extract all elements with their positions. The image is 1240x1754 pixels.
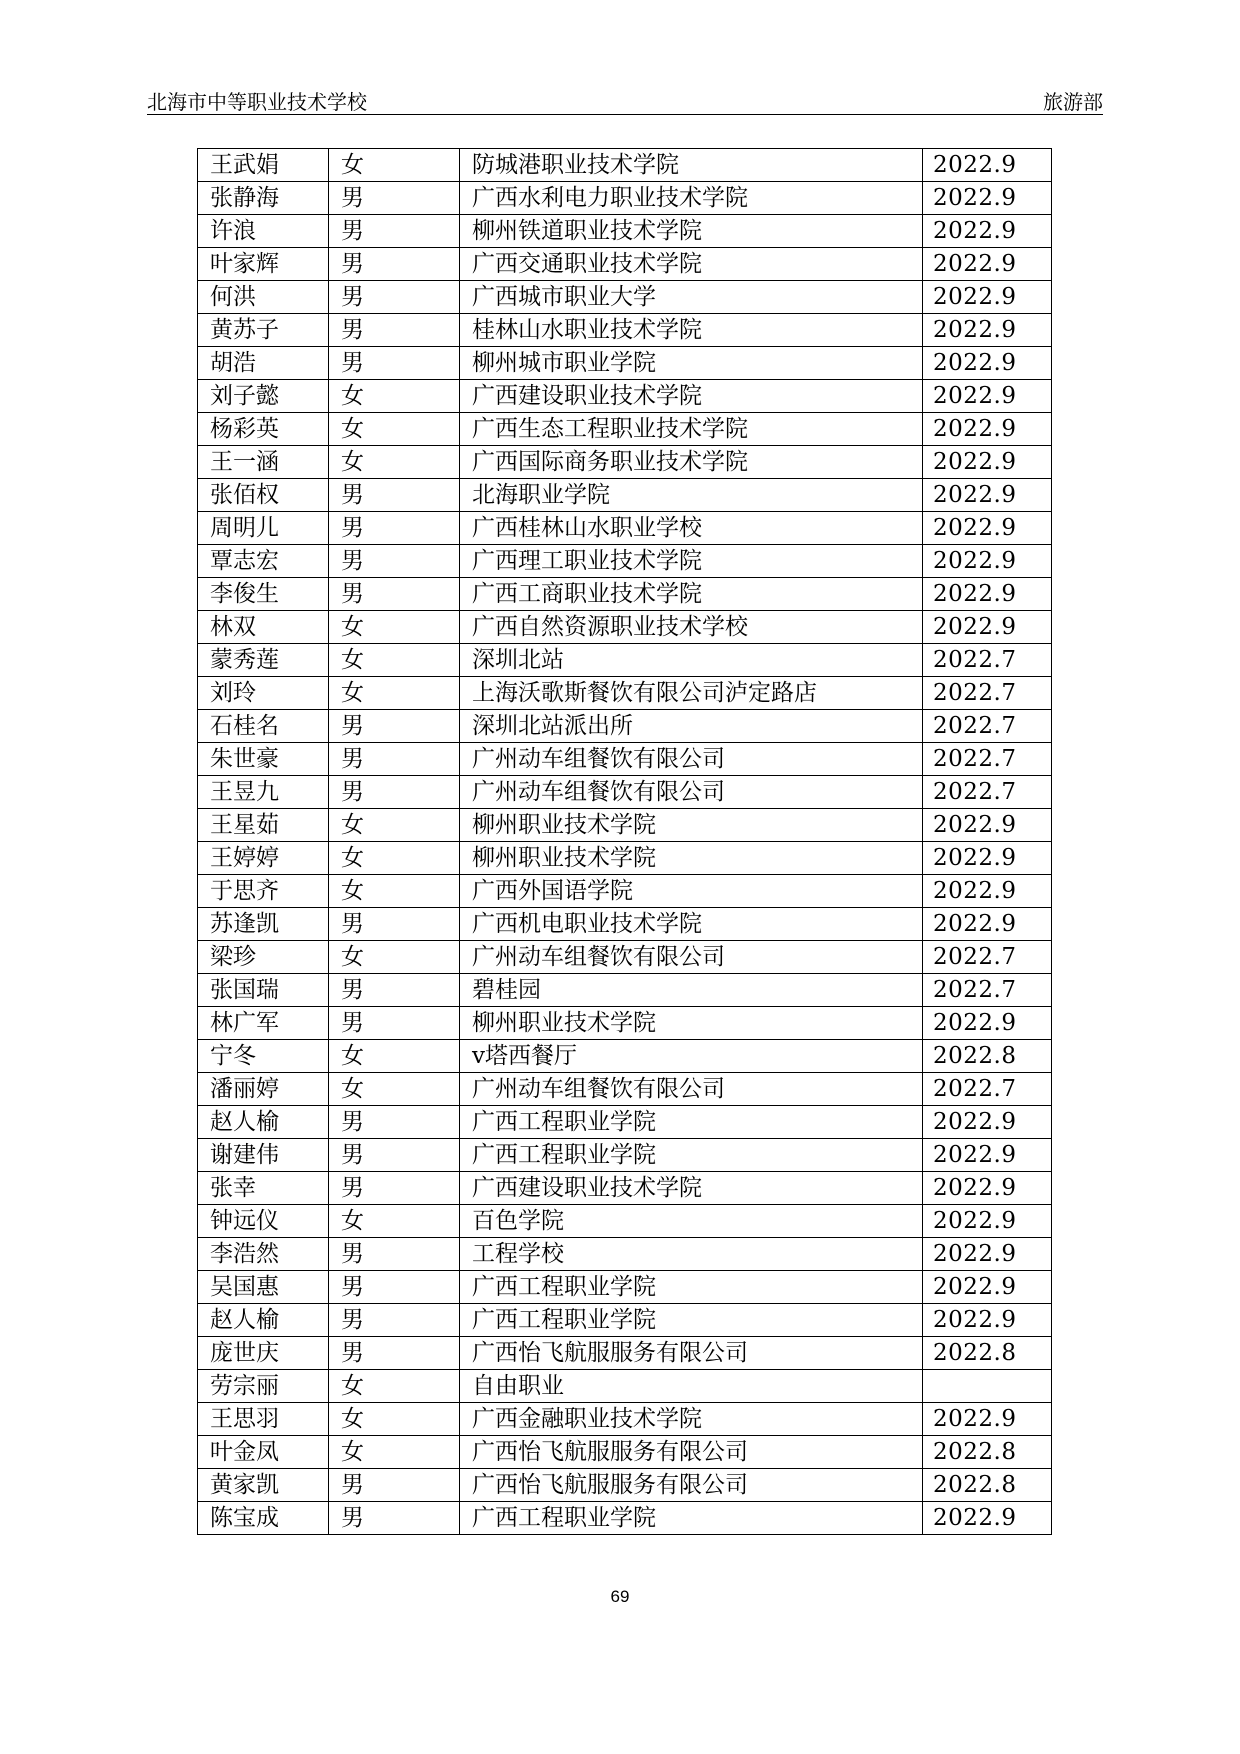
- gender-cell: 男: [329, 578, 460, 611]
- gender-cell: 男: [329, 314, 460, 347]
- enrollment-date-cell: 2022.9: [923, 182, 1052, 215]
- destination-cell: 广西金融职业技术学院: [460, 1403, 923, 1436]
- table-row: [198, 479, 1052, 512]
- student-name-cell: 吴国惠: [198, 1271, 329, 1304]
- destination-cell: 广西工程职业学院: [460, 1106, 923, 1139]
- destination-cell: 柳州职业技术学院: [460, 1007, 923, 1040]
- gender-cell: 女: [329, 446, 460, 479]
- table-row: [198, 974, 1052, 1007]
- enrollment-date-cell: 2022.9: [923, 875, 1052, 908]
- enrollment-date-cell: 2022.9: [923, 479, 1052, 512]
- table-row: [198, 446, 1052, 479]
- enrollment-date-cell: 2022.9: [923, 1403, 1052, 1436]
- destination-cell: 广西怡飞航服服务有限公司: [460, 1337, 923, 1370]
- student-name-cell: 赵人榆: [198, 1304, 329, 1337]
- enrollment-date-cell: 2022.9: [923, 1304, 1052, 1337]
- table-row: [198, 512, 1052, 545]
- gender-cell: 男: [329, 974, 460, 1007]
- destination-cell: 广西自然资源职业技术学校: [460, 611, 923, 644]
- student-name-cell: 王思羽: [198, 1403, 329, 1436]
- gender-cell: 男: [329, 1502, 460, 1535]
- table-row: [198, 215, 1052, 248]
- student-name-cell: 王昱九: [198, 776, 329, 809]
- enrollment-date-cell: 2022.8: [923, 1040, 1052, 1073]
- student-name-cell: 张静海: [198, 182, 329, 215]
- gender-cell: 女: [329, 149, 460, 182]
- student-name-cell: 赵人榆: [198, 1106, 329, 1139]
- gender-cell: 女: [329, 1040, 460, 1073]
- table-row: [198, 149, 1052, 182]
- student-name-cell: 钟远仪: [198, 1205, 329, 1238]
- destination-cell: 碧桂园: [460, 974, 923, 1007]
- gender-cell: 女: [329, 1073, 460, 1106]
- student-name-cell: 李浩然: [198, 1238, 329, 1271]
- table-row: [198, 1304, 1052, 1337]
- student-name-cell: 何洪: [198, 281, 329, 314]
- student-name-cell: 石桂名: [198, 710, 329, 743]
- student-name-cell: 林双: [198, 611, 329, 644]
- table-row: [198, 380, 1052, 413]
- enrollment-date-cell: 2022.9: [923, 809, 1052, 842]
- gender-cell: 女: [329, 809, 460, 842]
- destination-cell: 广西怡飞航服服务有限公司: [460, 1436, 923, 1469]
- enrollment-date-cell: [923, 1370, 1052, 1403]
- student-name-cell: 王一涵: [198, 446, 329, 479]
- student-name-cell: 苏逢凯: [198, 908, 329, 941]
- destination-cell: 广西建设职业技术学院: [460, 380, 923, 413]
- student-name-cell: 黄苏子: [198, 314, 329, 347]
- gender-cell: 男: [329, 512, 460, 545]
- student-name-cell: 庞世庆: [198, 1337, 329, 1370]
- student-name-cell: 宁冬: [198, 1040, 329, 1073]
- enrollment-date-cell: 2022.7: [923, 677, 1052, 710]
- enrollment-date-cell: 2022.9: [923, 281, 1052, 314]
- table-row: [198, 578, 1052, 611]
- table-row: [198, 248, 1052, 281]
- enrollment-date-cell: 2022.7: [923, 941, 1052, 974]
- destination-cell: 广西工程职业学院: [460, 1502, 923, 1535]
- gender-cell: 女: [329, 380, 460, 413]
- destination-cell: 百色学院: [460, 1205, 923, 1238]
- table-row: [198, 1370, 1052, 1403]
- table-row: [198, 809, 1052, 842]
- gender-cell: 男: [329, 1007, 460, 1040]
- enrollment-date-cell: 2022.9: [923, 545, 1052, 578]
- table-row: [198, 545, 1052, 578]
- enrollment-date-cell: 2022.9: [923, 314, 1052, 347]
- gender-cell: 男: [329, 347, 460, 380]
- table-row: [198, 1007, 1052, 1040]
- page-header: [147, 86, 1103, 116]
- enrollment-date-cell: 2022.8: [923, 1436, 1052, 1469]
- destination-cell: 上海沃歌斯餐饮有限公司泸定路店: [460, 677, 923, 710]
- student-name-cell: 谢建伟: [198, 1139, 329, 1172]
- gender-cell: 女: [329, 611, 460, 644]
- student-name-cell: 周明儿: [198, 512, 329, 545]
- gender-cell: 女: [329, 941, 460, 974]
- table-row: [198, 1205, 1052, 1238]
- school-name: 北海市中等职业技术学校: [147, 90, 367, 114]
- destination-cell: 北海职业学院: [460, 479, 923, 512]
- gender-cell: 男: [329, 1238, 460, 1271]
- enrollment-date-cell: 2022.9: [923, 1172, 1052, 1205]
- student-name-cell: 陈宝成: [198, 1502, 329, 1535]
- destination-cell: 柳州职业技术学院: [460, 809, 923, 842]
- table-row: [198, 1502, 1052, 1535]
- table-row: [198, 875, 1052, 908]
- table-row: [198, 644, 1052, 677]
- enrollment-date-cell: 2022.9: [923, 1139, 1052, 1172]
- enrollment-date-cell: 2022.9: [923, 842, 1052, 875]
- student-name-cell: 许浪: [198, 215, 329, 248]
- destination-cell: v塔西餐厅: [460, 1040, 923, 1073]
- table-row: [198, 347, 1052, 380]
- destination-cell: 柳州城市职业学院: [460, 347, 923, 380]
- destination-cell: 广西桂林山水职业学校: [460, 512, 923, 545]
- destination-cell: 广西理工职业技术学院: [460, 545, 923, 578]
- destination-cell: 广西生态工程职业技术学院: [460, 413, 923, 446]
- page-number: 69: [610, 1587, 630, 1606]
- destination-cell: 广西水利电力职业技术学院: [460, 182, 923, 215]
- gender-cell: 女: [329, 1403, 460, 1436]
- student-name-cell: 叶金凤: [198, 1436, 329, 1469]
- gender-cell: 女: [329, 875, 460, 908]
- destination-cell: 防城港职业技术学院: [460, 149, 923, 182]
- gender-cell: 男: [329, 710, 460, 743]
- table-row: [198, 611, 1052, 644]
- gender-cell: 男: [329, 479, 460, 512]
- enrollment-date-cell: 2022.7: [923, 710, 1052, 743]
- enrollment-date-cell: 2022.9: [923, 578, 1052, 611]
- gender-cell: 男: [329, 215, 460, 248]
- student-name-cell: 潘丽婷: [198, 1073, 329, 1106]
- table-body: [198, 149, 1052, 1535]
- destination-cell: 工程学校: [460, 1238, 923, 1271]
- student-name-cell: 王武娟: [198, 149, 329, 182]
- destination-cell: 柳州铁道职业技术学院: [460, 215, 923, 248]
- enrollment-date-cell: 2022.9: [923, 248, 1052, 281]
- student-name-cell: 于思齐: [198, 875, 329, 908]
- student-name-cell: 黄家凯: [198, 1469, 329, 1502]
- student-name-cell: 刘玲: [198, 677, 329, 710]
- gender-cell: 女: [329, 1370, 460, 1403]
- student-name-cell: 劳宗丽: [198, 1370, 329, 1403]
- destination-cell: 深圳北站派出所: [460, 710, 923, 743]
- table-row: [198, 314, 1052, 347]
- gender-cell: 女: [329, 413, 460, 446]
- student-name-cell: 张佰权: [198, 479, 329, 512]
- table-row: [198, 1106, 1052, 1139]
- gender-cell: 男: [329, 908, 460, 941]
- table-row: [198, 842, 1052, 875]
- student-name-cell: 杨彩英: [198, 413, 329, 446]
- enrollment-date-cell: 2022.9: [923, 1502, 1052, 1535]
- gender-cell: 男: [329, 1304, 460, 1337]
- student-name-cell: 覃志宏: [198, 545, 329, 578]
- gender-cell: 女: [329, 1436, 460, 1469]
- destination-cell: 广州动车组餐饮有限公司: [460, 941, 923, 974]
- enrollment-date-cell: 2022.9: [923, 413, 1052, 446]
- gender-cell: 男: [329, 743, 460, 776]
- student-name-cell: 刘子懿: [198, 380, 329, 413]
- student-name-cell: 张国瑞: [198, 974, 329, 1007]
- enrollment-date-cell: 2022.7: [923, 743, 1052, 776]
- student-name-cell: 张幸: [198, 1172, 329, 1205]
- enrollment-date-cell: 2022.9: [923, 1238, 1052, 1271]
- enrollment-date-cell: 2022.9: [923, 908, 1052, 941]
- gender-cell: 男: [329, 545, 460, 578]
- enrollment-date-cell: 2022.9: [923, 347, 1052, 380]
- student-name-cell: 梁珍: [198, 941, 329, 974]
- gender-cell: 男: [329, 1106, 460, 1139]
- gender-cell: 男: [329, 1172, 460, 1205]
- destination-cell: 广西怡飞航服服务有限公司: [460, 1469, 923, 1502]
- destination-cell: 桂林山水职业技术学院: [460, 314, 923, 347]
- student-name-cell: 李俊生: [198, 578, 329, 611]
- table-row: [198, 281, 1052, 314]
- destination-cell: 广西工程职业学院: [460, 1139, 923, 1172]
- table-row: [198, 182, 1052, 215]
- student-name-cell: 林广军: [198, 1007, 329, 1040]
- enrollment-date-cell: 2022.9: [923, 1271, 1052, 1304]
- destination-cell: 柳州职业技术学院: [460, 842, 923, 875]
- table-row: [198, 1436, 1052, 1469]
- enrollment-date-cell: 2022.9: [923, 1205, 1052, 1238]
- gender-cell: 女: [329, 842, 460, 875]
- enrollment-date-cell: 2022.7: [923, 974, 1052, 1007]
- destination-cell: 广州动车组餐饮有限公司: [460, 743, 923, 776]
- table-row: [198, 908, 1052, 941]
- student-name-cell: 胡浩: [198, 347, 329, 380]
- destination-cell: 广西交通职业技术学院: [460, 248, 923, 281]
- destination-cell: 广州动车组餐饮有限公司: [460, 776, 923, 809]
- table-row: [198, 1172, 1052, 1205]
- table-row: [198, 413, 1052, 446]
- destination-cell: 广西工商职业技术学院: [460, 578, 923, 611]
- gender-cell: 男: [329, 182, 460, 215]
- gender-cell: 女: [329, 677, 460, 710]
- table-row: [198, 776, 1052, 809]
- table-row: [198, 1073, 1052, 1106]
- destination-cell: 广西机电职业技术学院: [460, 908, 923, 941]
- graduate-destination-table: [197, 148, 1052, 1535]
- table-row: [198, 941, 1052, 974]
- table-row: [198, 1139, 1052, 1172]
- department-name: 旅游部: [1043, 90, 1103, 114]
- header-divider: [147, 114, 1103, 115]
- gender-cell: 男: [329, 1469, 460, 1502]
- destination-cell: 自由职业: [460, 1370, 923, 1403]
- gender-cell: 男: [329, 1337, 460, 1370]
- gender-cell: 男: [329, 248, 460, 281]
- gender-cell: 男: [329, 1139, 460, 1172]
- destination-cell: 广西国际商务职业技术学院: [460, 446, 923, 479]
- enrollment-date-cell: 2022.9: [923, 512, 1052, 545]
- enrollment-date-cell: 2022.8: [923, 1337, 1052, 1370]
- gender-cell: 女: [329, 1205, 460, 1238]
- table-row: [198, 710, 1052, 743]
- gender-cell: 男: [329, 776, 460, 809]
- student-name-cell: 蒙秀莲: [198, 644, 329, 677]
- destination-cell: 广西工程职业学院: [460, 1271, 923, 1304]
- student-name-cell: 王星茹: [198, 809, 329, 842]
- table-row: [198, 743, 1052, 776]
- gender-cell: 女: [329, 644, 460, 677]
- table-row: [198, 1469, 1052, 1502]
- table-row: [198, 1271, 1052, 1304]
- table-row: [198, 1337, 1052, 1370]
- destination-cell: 广西外国语学院: [460, 875, 923, 908]
- enrollment-date-cell: 2022.7: [923, 644, 1052, 677]
- student-name-cell: 叶家辉: [198, 248, 329, 281]
- destination-cell: 广西城市职业大学: [460, 281, 923, 314]
- destination-cell: 广西建设职业技术学院: [460, 1172, 923, 1205]
- enrollment-date-cell: 2022.9: [923, 1106, 1052, 1139]
- table-row: [198, 1040, 1052, 1073]
- student-name-cell: 朱世豪: [198, 743, 329, 776]
- destination-cell: 深圳北站: [460, 644, 923, 677]
- destination-cell: 广州动车组餐饮有限公司: [460, 1073, 923, 1106]
- student-name-cell: 王婷婷: [198, 842, 329, 875]
- enrollment-date-cell: 2022.8: [923, 1469, 1052, 1502]
- destination-cell: 广西工程职业学院: [460, 1304, 923, 1337]
- enrollment-date-cell: 2022.9: [923, 380, 1052, 413]
- enrollment-date-cell: 2022.9: [923, 446, 1052, 479]
- table-row: [198, 1403, 1052, 1436]
- table-row: [198, 1238, 1052, 1271]
- gender-cell: 男: [329, 1271, 460, 1304]
- enrollment-date-cell: 2022.9: [923, 611, 1052, 644]
- enrollment-date-cell: 2022.9: [923, 1007, 1052, 1040]
- table-row: [198, 677, 1052, 710]
- gender-cell: 男: [329, 281, 460, 314]
- enrollment-date-cell: 2022.7: [923, 1073, 1052, 1106]
- enrollment-date-cell: 2022.9: [923, 215, 1052, 248]
- enrollment-date-cell: 2022.9: [923, 149, 1052, 182]
- enrollment-date-cell: 2022.7: [923, 776, 1052, 809]
